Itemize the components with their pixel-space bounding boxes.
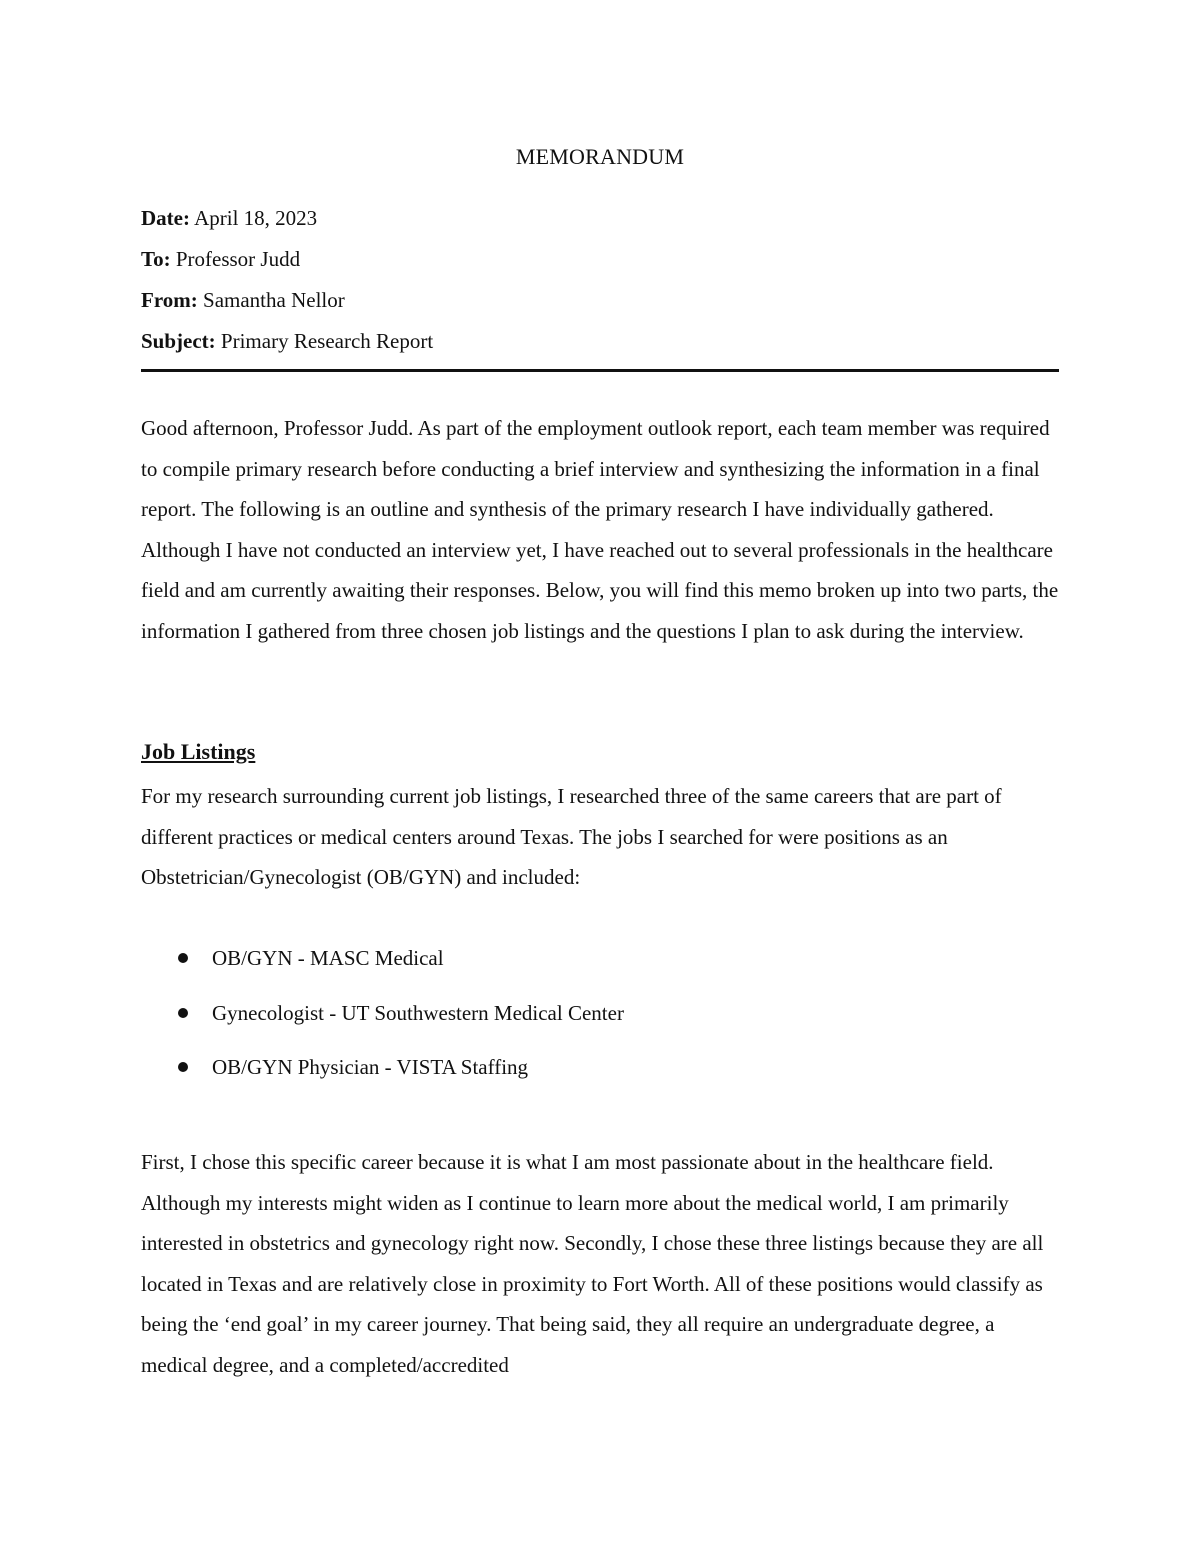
- list-item-text: OB/GYN Physician - VISTA Staffing: [212, 1055, 529, 1079]
- bullet-icon: [178, 953, 188, 963]
- header-subject: [141, 327, 433, 368]
- intro-paragraph: Good afternoon, Professor Judd. As part of the employment outlook report, each team member was required to compile primary research before conducting a brief interview and synthesizing the information in a final report. The following is an outline and synthesis of the primary research I have individually gathered. Although I have not conducted an interview yet, I have reached out to several professionals in the healthcare field and am currently awaiting their responses. Below, you will find this memo broken up into two parts, the information I gathered from three chosen job listings and the questions I plan to ask during the interview.: [141, 416, 1059, 643]
- header-subject-value: Primary Research Report: [220, 329, 434, 353]
- memo-title: MEMORANDUM: [515, 144, 685, 169]
- job-listings-heading: Job Listings: [141, 739, 256, 764]
- header-divider: [141, 369, 1059, 372]
- job-listings-list: [141, 940, 624, 1104]
- header-subject-label: Subject:: [141, 329, 216, 353]
- header-to-label: To:: [141, 247, 171, 271]
- bullet-icon: [178, 1008, 188, 1018]
- header-date-label: Date:: [141, 206, 190, 230]
- list-item-text: Gynecologist - UT Southwestern Medical Center: [212, 1000, 624, 1025]
- header-from-label: From:: [141, 288, 198, 312]
- list-item: [141, 940, 624, 995]
- list-item-text: OB/GYN - MASC Medical: [212, 946, 444, 970]
- header-from: [141, 286, 433, 327]
- header-date: [141, 204, 433, 245]
- followup-paragraph: First, I chose this specific career because it is what I am most passionate about in the healthcare field. Although my interests might widen as I continue to learn more about the medical world, I am primarily interested in obstetrics and gynecology right now. Secondly, I chose these three listings because they are all located in Texas and are relatively close in proximity to Fort Worth. All of these positions would classify as being the ‘end goal’ in my career journey. That being said, they all require an undergraduate degree, a medical degree, and a completed/accredited: [141, 1150, 1044, 1377]
- list-item: [141, 995, 624, 1050]
- memo-header: [141, 204, 433, 368]
- bullet-icon: [178, 1062, 188, 1072]
- header-to: [141, 245, 433, 286]
- list-item: [141, 1049, 624, 1104]
- header-date-value: April 18, 2023: [194, 206, 318, 230]
- header-to-value: Professor Judd: [175, 247, 301, 271]
- header-from-value: Samantha Nellor: [203, 288, 345, 312]
- job-listings-intro-paragraph: For my research surrounding current job listings, I researched three of the same careers that are part of different practices or medical centers around Texas. The jobs I searched for were positions as an Obstetrician/Gynecologist (OB/GYN) and included:: [141, 784, 1002, 890]
